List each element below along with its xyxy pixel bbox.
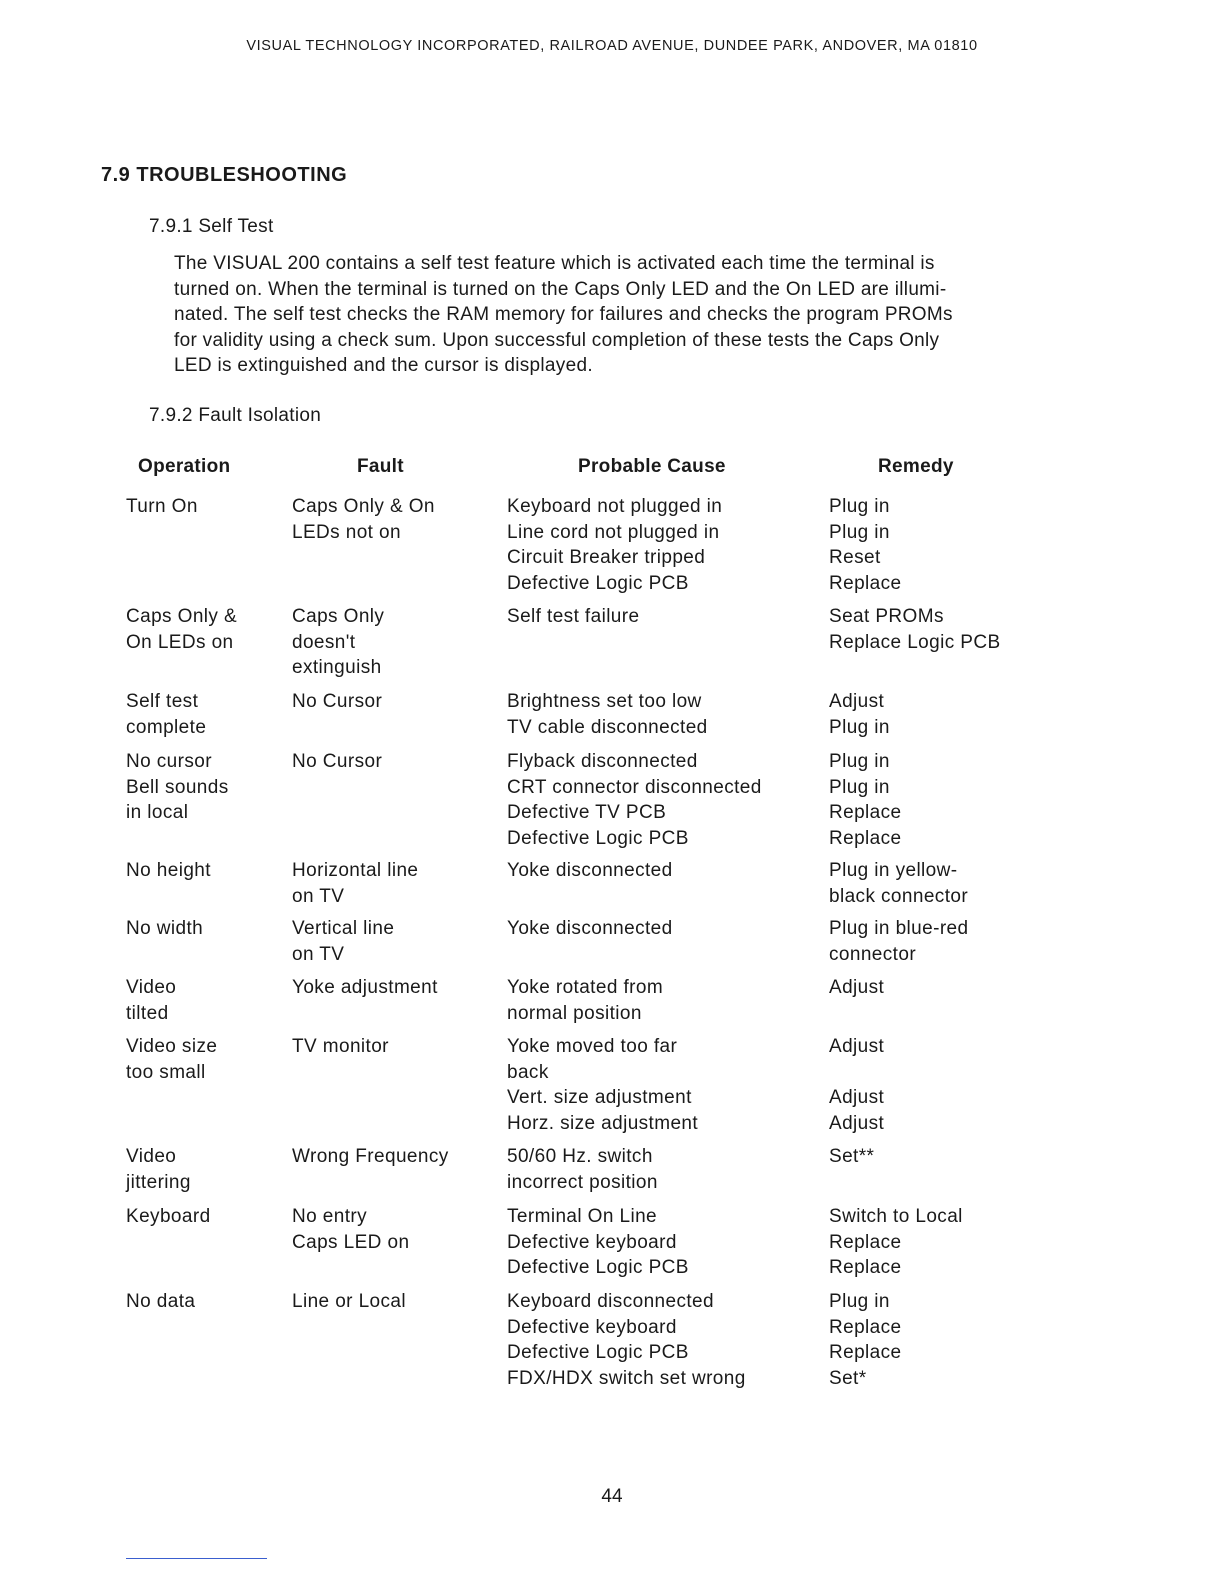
cell-line: Bell sounds [126,776,229,798]
cell-line: Adjust [829,691,885,712]
cell-line: No Cursor [292,751,383,772]
probable-cause-cell [507,494,722,596]
cell-line: Vertical line [292,918,395,939]
remedy-cell [829,604,1001,655]
cell-line [829,1060,884,1086]
cell-line: Caps Only & [126,606,238,627]
cell-line: Horz. size adjustment [507,1112,699,1134]
cell-line: Plug in blue-red [829,918,969,939]
cell-line: TV cable disconnected [507,716,708,738]
cell-line: Plug in [829,496,890,517]
cell-line: Switch to Local [829,1206,963,1227]
cell-line: Yoke adjustment [292,977,438,998]
cell-line: Replace [829,1342,902,1364]
cell-line: Defective Logic PCB [507,572,689,594]
cell-line: Adjust [829,1087,885,1109]
cell-line: No data [126,1291,196,1312]
fault-cell [292,1204,409,1255]
cell-line: Defective Logic PCB [507,1257,689,1279]
fault-cell [292,1034,389,1060]
cell-line: back [507,1061,549,1083]
cell-line: Replace [829,572,902,594]
self-test-paragraph [174,251,1024,379]
cell-line: Plug in [829,716,890,738]
cell-line: No height [126,860,211,881]
remedy-cell [829,494,902,596]
remedy-cell [829,749,902,851]
cell-line: Seat PROMs [829,606,944,627]
cell-line: Yoke disconnected [507,918,673,939]
fault-cell [292,916,394,967]
cell-line: Video [126,1146,177,1167]
cell-line: Plug in [829,751,890,772]
remedy-cell [829,689,890,740]
cell-line: Turn On [126,496,198,517]
self-test-heading: 7.9.1 Self Test [149,216,274,237]
page-number: 44 [601,1486,623,1507]
probable-cause-cell [507,916,673,942]
cell-line: Adjust [829,1036,885,1057]
paragraph-line: nated. The self test checks the RAM memory for failures and checks the program PROMs [174,304,953,326]
probable-cause-cell [507,1144,658,1195]
cell-line: Brightness set too low [507,691,702,712]
cell-line: Line cord not plugged in [507,521,720,543]
probable-cause-cell [507,1289,746,1391]
operation-cell [126,1144,191,1195]
paragraph-line: The VISUAL 200 contains a self test feature which is activated each time the terminal is [174,253,935,274]
cell-line: TV monitor [292,1036,389,1057]
cell-line: on TV [292,943,345,965]
remedy-cell [829,975,884,1001]
operation-cell [126,494,198,520]
cell-line: No Cursor [292,691,383,712]
cell-line: Keyboard not plugged in [507,496,723,517]
section-title: 7.9 TROUBLESHOOTING [101,164,348,186]
fault-cell [292,1144,449,1170]
probable-cause-cell [507,689,708,740]
fault-cell [292,749,382,775]
cell-line: tilted [126,1002,169,1024]
cell-line: Circuit Breaker tripped [507,547,706,569]
cell-line: Defective Logic PCB [507,827,689,849]
cell-line: doesn't [292,631,356,653]
remedy-cell [829,1289,902,1391]
cell-line: Plug in yellow- [829,860,958,881]
operation-cell [126,689,206,740]
fault-cell [292,1289,406,1315]
column-header-operation: Operation [138,456,231,477]
probable-cause-cell [507,1204,689,1281]
cell-line: Yoke moved too far [507,1036,678,1057]
remedy-cell [829,916,968,967]
cell-line: Keyboard disconnected [507,1291,714,1312]
column-header-remedy: Remedy [878,456,954,477]
cell-line: Set* [829,1367,867,1389]
cell-line: LEDs not on [292,521,401,543]
fault-isolation-heading: 7.9.2 Fault Isolation [149,405,322,426]
cell-line: Caps Only & On [292,496,435,517]
cell-line: Keyboard [126,1206,211,1227]
cell-line: Self test failure [507,606,640,627]
cell-line: Defective TV PCB [507,802,667,824]
cell-line: Vert. size adjustment [507,1087,692,1109]
cell-line: No width [126,918,204,939]
cell-line: Yoke disconnected [507,860,673,881]
remedy-cell [829,1034,884,1136]
cell-line: incorrect position [507,1171,658,1193]
cell-line: Video size [126,1036,218,1057]
cell-line: Wrong Frequency [292,1146,449,1167]
footer-rule [126,1558,267,1559]
cell-line: Self test [126,691,199,712]
cell-line: Set** [829,1146,875,1167]
cell-line: Replace [829,802,902,824]
operation-cell [126,858,211,884]
cell-line: normal position [507,1002,642,1024]
cell-line: on TV [292,885,345,907]
cell-line: Yoke rotated from [507,977,664,998]
remedy-cell [829,1204,963,1281]
page-header: VISUAL TECHNOLOGY INCORPORATED, RAILROAD AVENUE, DUNDEE PARK, ANDOVER, MA 01810 [246,38,978,54]
remedy-cell [829,1144,874,1170]
fault-cell [292,494,435,545]
paragraph-line: LED is extinguished and the cursor is displayed. [174,355,593,377]
cell-line: extinguish [292,657,382,679]
cell-line: Adjust [829,977,885,998]
cell-line: No entry [292,1206,368,1227]
cell-line: Defective Logic PCB [507,1342,689,1364]
cell-line: Plug in [829,521,890,543]
cell-line: Caps Only [292,606,385,627]
probable-cause-cell [507,604,639,630]
fault-cell [292,858,418,909]
cell-line: Replace [829,827,902,849]
cell-line: Replace Logic PCB [829,631,1001,653]
operation-cell [126,749,229,826]
cell-line: complete [126,716,207,738]
cell-line: CRT connector disconnected [507,776,762,798]
cell-line: 50/60 Hz. switch [507,1146,653,1167]
operation-cell [126,916,203,942]
cell-line: Terminal On Line [507,1206,658,1227]
cell-line: Adjust [829,1112,885,1134]
remedy-cell [829,858,968,909]
cell-line: in local [126,802,189,824]
cell-line: Defective keyboard [507,1316,677,1338]
operation-cell [126,604,237,655]
cell-line: Line or Local [292,1291,406,1312]
column-header-fault: Fault [357,456,404,477]
cell-line: Replace [829,1257,902,1279]
cell-line: Horizontal line [292,860,419,881]
fault-cell [292,604,384,681]
probable-cause-cell [507,1034,698,1136]
operation-cell [126,1204,211,1230]
probable-cause-cell [507,975,663,1026]
probable-cause-cell [507,749,762,851]
cell-line: Video [126,977,177,998]
cell-line: connector [829,943,917,965]
cell-line: Plug in [829,776,890,798]
paragraph-line: turned on. When the terminal is turned on the Caps Only LED and the On LED are illumi- [174,278,947,300]
cell-line: Plug in [829,1291,890,1312]
cell-line: Reset [829,547,881,569]
cell-line: Replace [829,1231,902,1253]
paragraph-line: for validity using a check sum. Upon successful completion of these tests the Caps Only [174,329,940,351]
cell-line: Flyback disconnected [507,751,698,772]
cell-line: FDX/HDX switch set wrong [507,1367,746,1389]
cell-line: Replace [829,1316,902,1338]
operation-cell [126,975,176,1026]
cell-line: On LEDs on [126,631,234,653]
cell-line: too small [126,1061,206,1083]
cell-line: Defective keyboard [507,1231,677,1253]
cell-line: No cursor [126,751,212,772]
operation-cell [126,1289,195,1315]
probable-cause-cell [507,858,673,884]
column-header-probable-cause: Probable Cause [578,456,726,477]
cell-line: black connector [829,885,969,907]
cell-line: Caps LED on [292,1231,410,1253]
fault-cell [292,689,382,715]
cell-line: jittering [126,1171,191,1193]
fault-cell [292,975,438,1001]
operation-cell [126,1034,217,1085]
